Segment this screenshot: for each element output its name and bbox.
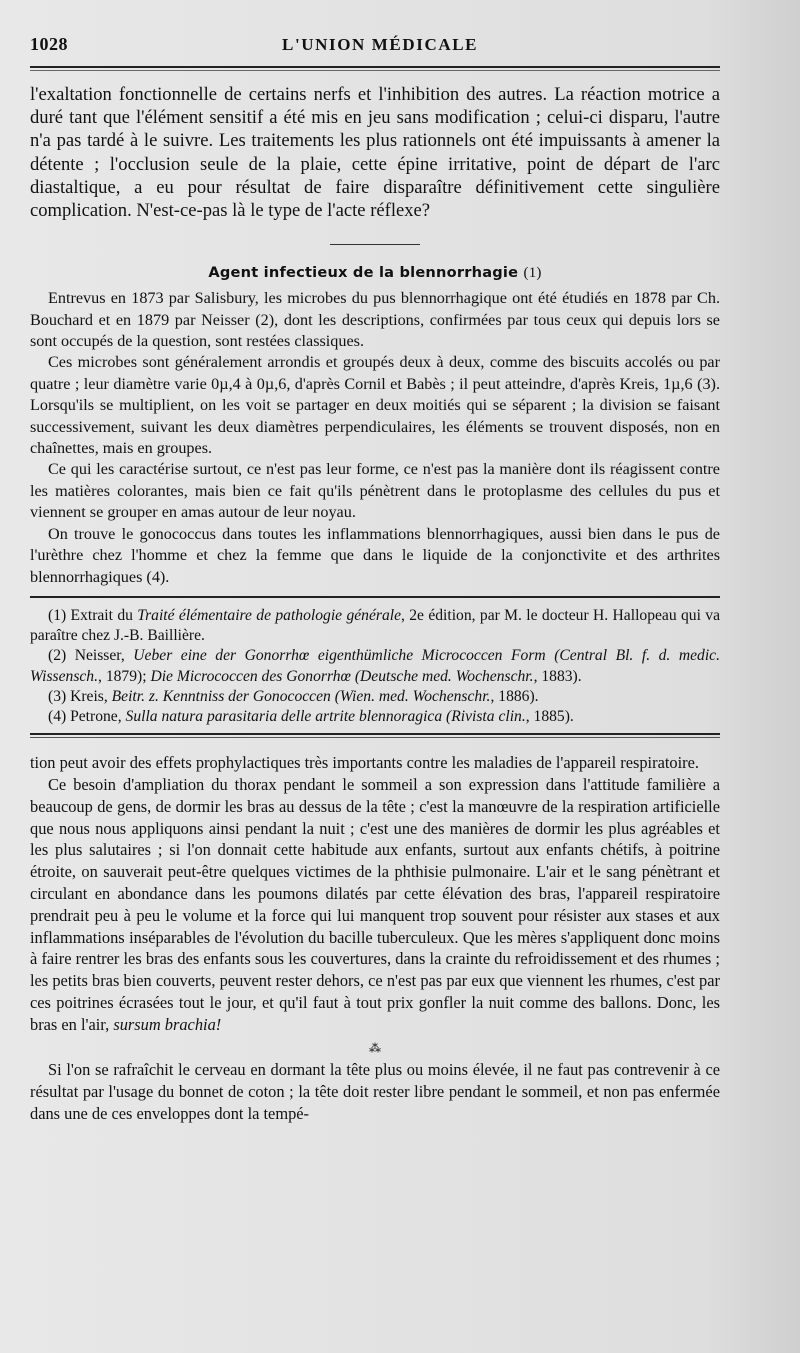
section-divider — [330, 244, 420, 245]
asterism: ⁂ — [369, 1041, 381, 1056]
ampliation-paragraph: Ce besoin d'ampliation du thorax pendant le sommeil a son expression dans l'attitude familière a beaucoup de gens, de dormir les bras au dessus de la tête ; c'est la manœuvre de la respiration artificielle que nous nous appliquons ainsi pendant la nuit ; c'est une des manières de dormir les plus agréables et les plus salutaires ; si l'on donnait cette habitude aux enfants, surtout aux enfants chétifs, à poitrine étroite, on sauverait peut-être quelques victimes de la phthisie pulmonaire. L'air et le sang pénètrant et circulant en abondance dans les poumons dilatés par cette élévation des bras, l'appareil respiratoire prendrait peu à peu le volume et la force qui lui manquent trop souvent pour résister aux stases et aux inflammations inséparables de l'évolution du bacille tuberculeux. Que les mères s'appliquent donc moins à faire rentrer les bras des enfants sous les couvertures, dans la crainte du refroidissement et des rhumes ; les petits bras bien couverts, peuvent rester dehors, ce n'est pas par eux que viennent les rhumes, c'est par ces poitrines écrasées tout le jour, et qu'il faut à tout prix gonfler la nuit comme des ballons. Donc, les bras en l'air, sursum brachia! — [30, 774, 720, 1034]
header-rule — [30, 66, 720, 68]
footnote-rule-top — [30, 596, 720, 598]
section-heading-note: (1) — [523, 265, 542, 282]
page-number: 1028 — [30, 34, 68, 54]
running-header — [30, 34, 720, 62]
footnote-rule-bottom — [30, 733, 720, 735]
footnote-1: (1) Extrait du Traité élémentaire de pathologie générale, 2e édition, par M. le docteur H. Hallopeau qui va paraître chez J.-B. Baillière. — [30, 606, 720, 645]
header-rule-thin — [30, 70, 720, 71]
footnote-rule-bottom-thin — [30, 737, 720, 738]
intro-paragraph: l'exaltation fonctionnelle de certains nerfs et l'inhibition des autres. La réaction motrice a duré tant que l'élément sensitif a été mis en jeu sans modification ; celui-ci disparu, l'autre n'a pas tardé à le suivre. Les traitements les plus rationnels ont été impuissants à amener la détente ; l'occlusion seule de la plaie, cette épine irritative, point de départ de l'arc diastaltique, a eu pour résultat de faire disparaître définitivement cette singulière complication. N'est-ce-pas là le type de l'acte réflexe? — [30, 84, 720, 222]
continued-paragraph: tion peut avoir des effets prophylactiques très importants contre les maladies de l'appareil respiratoire. — [30, 753, 699, 773]
section-body — [30, 288, 720, 588]
section-paragraph: Ces microbes sont généralement arrondis et groupés deux à deux, comme des biscuits accolés ou par quatre ; leur diamètre varie 0µ,4 à 0µ,6, d'après Cornil et Babès ; il peut atteindre, d'après Kreis, 1µ,6 (3). Lorsqu'ils se multiplient, on les voit se partager en deux moitiés qui se séparent ; la division se faisant successivement, suivant les deux diamètres perpendiculaires, les éléments se trouvent disposés, non en chaînettes, mais en groupes. — [30, 353, 720, 458]
lower-article — [30, 752, 720, 1035]
footnotes — [30, 606, 720, 727]
section-paragraph: Ce qui les caractérise surtout, ce n'est pas leur forme, ce n'est pas la manière dont ils réagissent contre les matières colorantes, mais bien ce fait qu'ils pénètrent dans le protoplasme des cellules du pus et viennent se grouper en amas autour de leur noyau. — [30, 460, 720, 522]
section-heading — [30, 264, 720, 282]
section-paragraph: Entrevus en 1873 par Salisbury, les microbes du pus blennorrhagique ont été étudiés en 1878 par Ch. Bouchard et en 1879 par Neisser (2), dont les descriptions, confirmées par tous ceux qui depuis lors se sont occupés de la question, sont restées classiques. — [30, 289, 720, 351]
journal-title: L'UNION MÉDICALE — [282, 35, 479, 54]
final-paragraph: Si l'on se rafraîchit le cerveau en dormant la tête plus ou moins élevée, il ne faut pas contrevenir à ce résultat par l'usage du bonnet de coton ; la tête doit rester libre pendant le sommeil, et non pas enfermée dans une de ces enveloppes dont la tempé- — [30, 1060, 720, 1124]
section-paragraph: On trouve le gonococcus dans toutes les inflammations blennorrhagiques, aussi bien dans le pus de l'urèthre chez l'homme et chez la femme que dans le liquide de la conjonctivite et des arthrites blennorrhagiques (4). — [30, 524, 720, 586]
footnote-4: (4) Petrone, Sulla natura parasitaria delle artrite blennoragica (Rivista clin., 1885). — [48, 707, 574, 725]
section-heading-text: Agent infectieux de la blennorrhagie — [208, 264, 519, 282]
footnote-2: (2) Neisser, Ueber eine der Gonorrhœ eigenthümliche Micrococcen Form (Central Bl. f. d. medic. Wissensch., 1879); Die Micrococcen des Gonorrhœ (Deutsche med. Wochenschr., 1883). — [30, 647, 720, 685]
footnote-3: (3) Kreis, Beitr. z. Kenntniss der Gonococcen (Wien. med. Wochenschr., 1886). — [48, 687, 539, 705]
final-paragraph-block — [30, 1059, 720, 1124]
